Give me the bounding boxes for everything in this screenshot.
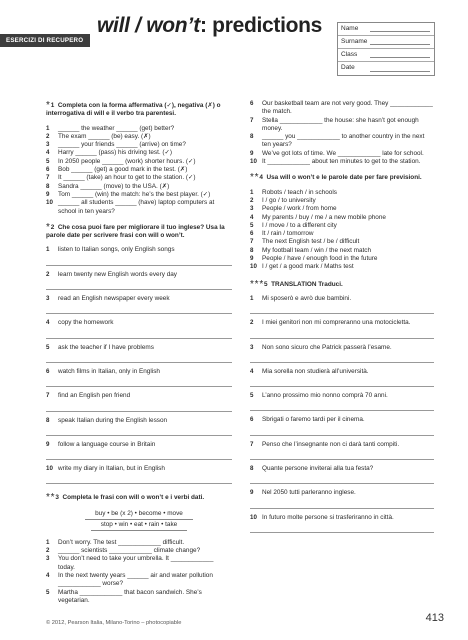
exercise-5-heading: * * * 5 TRANSLATION Traduci. (250, 278, 343, 290)
left-column (46, 102, 232, 605)
list-item[interactable]: 7 It ______ (take) an hour to get to the station. (✓) (46, 174, 196, 182)
list-item[interactable]: 9 follow a language course in Britain (46, 440, 156, 448)
list-item[interactable]: 1 ______ the weather ______ (get) better? (46, 124, 175, 132)
list-item[interactable]: 8 speak Italian during the English lesson (46, 416, 168, 424)
list-item[interactable]: 2 ______ scientists ____________ climate change? (46, 547, 201, 555)
exercise-1-heading: * 1 Completa con la forma affermativa (✓), negativa (✗) o interrogativa di will e il verbo tra parentesi. (46, 100, 221, 118)
list-item[interactable]: 7 find an English pen friend (46, 392, 131, 400)
list-item[interactable]: 6 Bob ______ (get) a good mark in the test. (✗) (46, 166, 188, 174)
list-item[interactable]: 6 watch films in Italian, only in English (46, 367, 160, 375)
list-item[interactable]: 10 It ____________ about ten minutes to get to the station. (250, 158, 421, 166)
info-row-class[interactable]: Class (338, 49, 434, 62)
list-item[interactable]: 2 The exam ______ (be) easy. (✗) (46, 132, 151, 140)
list-item[interactable]: 3 People / work / from home (250, 205, 337, 213)
list-item[interactable]: 10 I / get / a good mark / Maths test (250, 263, 354, 271)
exercise-4-heading: * * 4 Usa will o won’t e le parole date per fare previsioni. (250, 172, 422, 184)
info-row-name[interactable]: Name (338, 23, 434, 36)
list-item[interactable]: 1 Robots / teach / in schools (250, 188, 337, 196)
exercise-3-heading: * * 3 Completa le frasi con will o won’t e i verbi dati. (46, 492, 205, 504)
exercise-2-heading: * 2 Che cosa puoi fare per migliorare il tuo inglese? Usa la parole date per scrivere frasi con will o won’t. (46, 221, 225, 240)
list-item[interactable]: 6 Our basketball team are not very good. They ____________ the match. (250, 100, 433, 116)
answer-line[interactable] (250, 532, 434, 533)
list-item[interactable]: 4 Harry ______ (pass) his driving test. (✓) (46, 149, 173, 157)
list-item[interactable]: 6 It / rain / tomorrow (250, 230, 314, 238)
exercise-2-items (46, 246, 232, 484)
list-item[interactable]: 2 I miei genitori non mi compreranno una motocicletta. (250, 319, 411, 327)
list-item[interactable]: 1 listen to Italian songs, only English songs (46, 246, 175, 254)
list-item[interactable]: 4 copy the homework (46, 319, 114, 327)
exercise-4-items (250, 189, 434, 272)
word-box: buy • be (x 2) • become • move stop • win • eat • rain • take (46, 509, 232, 531)
list-item[interactable]: 4 In the next twenty years ______ air and water pollution ____________ worse? (46, 571, 213, 588)
list-item[interactable]: 9 Nel 2050 tutti parleranno inglese. (250, 489, 356, 497)
exercise-5-items (250, 295, 434, 533)
list-item[interactable]: 7 Penso che l’insegnante non ci darà tanti compiti. (250, 440, 400, 448)
list-item[interactable]: 8 ______ you ____________ to another country in the next ten years? (250, 133, 425, 149)
list-item[interactable]: 5 ask the teacher if I have problems (46, 343, 154, 351)
copyright-footer: © 2012, Pearson Italia, Milano-Torino – photocopiable (46, 620, 182, 626)
info-row-date[interactable]: Date (338, 62, 434, 75)
list-item[interactable]: 6 Sbrigati o faremo tardi per il cinema. (250, 416, 365, 424)
list-item[interactable]: 5 I / move / to a different city (250, 221, 337, 229)
student-info-box (337, 22, 435, 76)
section-badge: ESERCIZI DI RECUPERO (0, 34, 90, 47)
list-item[interactable]: 5 L’anno prossimo mio nonno comprà 70 anni. (250, 392, 388, 400)
exercise-1-items (46, 125, 232, 216)
list-item[interactable]: 1 Don’t worry. The test ____________ difficult. (46, 538, 185, 546)
list-item[interactable]: 3 Non sono sicuro che Patrick passerà l’esame. (250, 343, 392, 351)
title-will-wont: will / won’t (97, 14, 200, 37)
page-title (97, 14, 322, 38)
list-item[interactable]: 8 Sandra ______ (move) to the USA. (✗) (46, 182, 170, 190)
list-item[interactable]: 4 Mia sorella non studierà all’università. (250, 367, 369, 375)
list-item[interactable]: 7 Stella ____________ the house: she hasn’t got enough money. (250, 116, 419, 132)
list-item[interactable]: 9 We’ve got lots of time. We ____________ late for school. (250, 149, 424, 157)
list-item[interactable]: 4 My parents / buy / me / a new mobile phone (250, 213, 386, 221)
list-item[interactable]: 3 You don’t need to take your umbrella. It ____________ today. (46, 555, 214, 571)
exercise-3-items-b (250, 100, 434, 166)
list-item[interactable]: 10 In futuro molte persone si trasferiranno in città. (250, 513, 394, 521)
list-item[interactable]: 3 read an English newspaper every week (46, 295, 170, 303)
list-item[interactable]: 8 Quante persone inviterai alla tua festa? (250, 465, 374, 473)
info-row-surname[interactable]: Surname (338, 36, 434, 49)
list-item[interactable]: 3 ______ your friends ______ (arrive) on time? (46, 141, 186, 149)
list-item[interactable]: 9 Tom ______ (win) the match: he’s the best player. (✓) (46, 190, 211, 198)
list-item[interactable]: 10 write my diary in Italian, but in English (46, 465, 165, 473)
page-number: 413 (425, 612, 444, 624)
list-item[interactable]: 5 Martha ____________ that bacon sandwich. She’s vegetarian. (46, 588, 202, 604)
right-column (250, 100, 434, 533)
exercise-3-items-a (46, 539, 232, 605)
list-item[interactable]: 2 learn twenty new English words every day (46, 270, 177, 278)
list-item[interactable]: 8 My football team / win / the next match (250, 246, 372, 254)
list-item[interactable]: 5 In 2050 people ______ (work) shorter hours. (✓) (46, 157, 196, 165)
list-item[interactable]: 7 The next English test / be / difficult (250, 238, 360, 246)
list-item[interactable]: 10 ______ all students ______ (have) laptop computers at school in ten years? (46, 199, 215, 215)
list-item[interactable]: 1 Mi sposerò e avrò due bambini. (250, 294, 352, 302)
list-item[interactable]: 2 I / go / to university (250, 196, 316, 204)
title-predictions: : predictions (199, 14, 323, 37)
list-item[interactable]: 9 People / have / enough food in the future (250, 255, 378, 263)
